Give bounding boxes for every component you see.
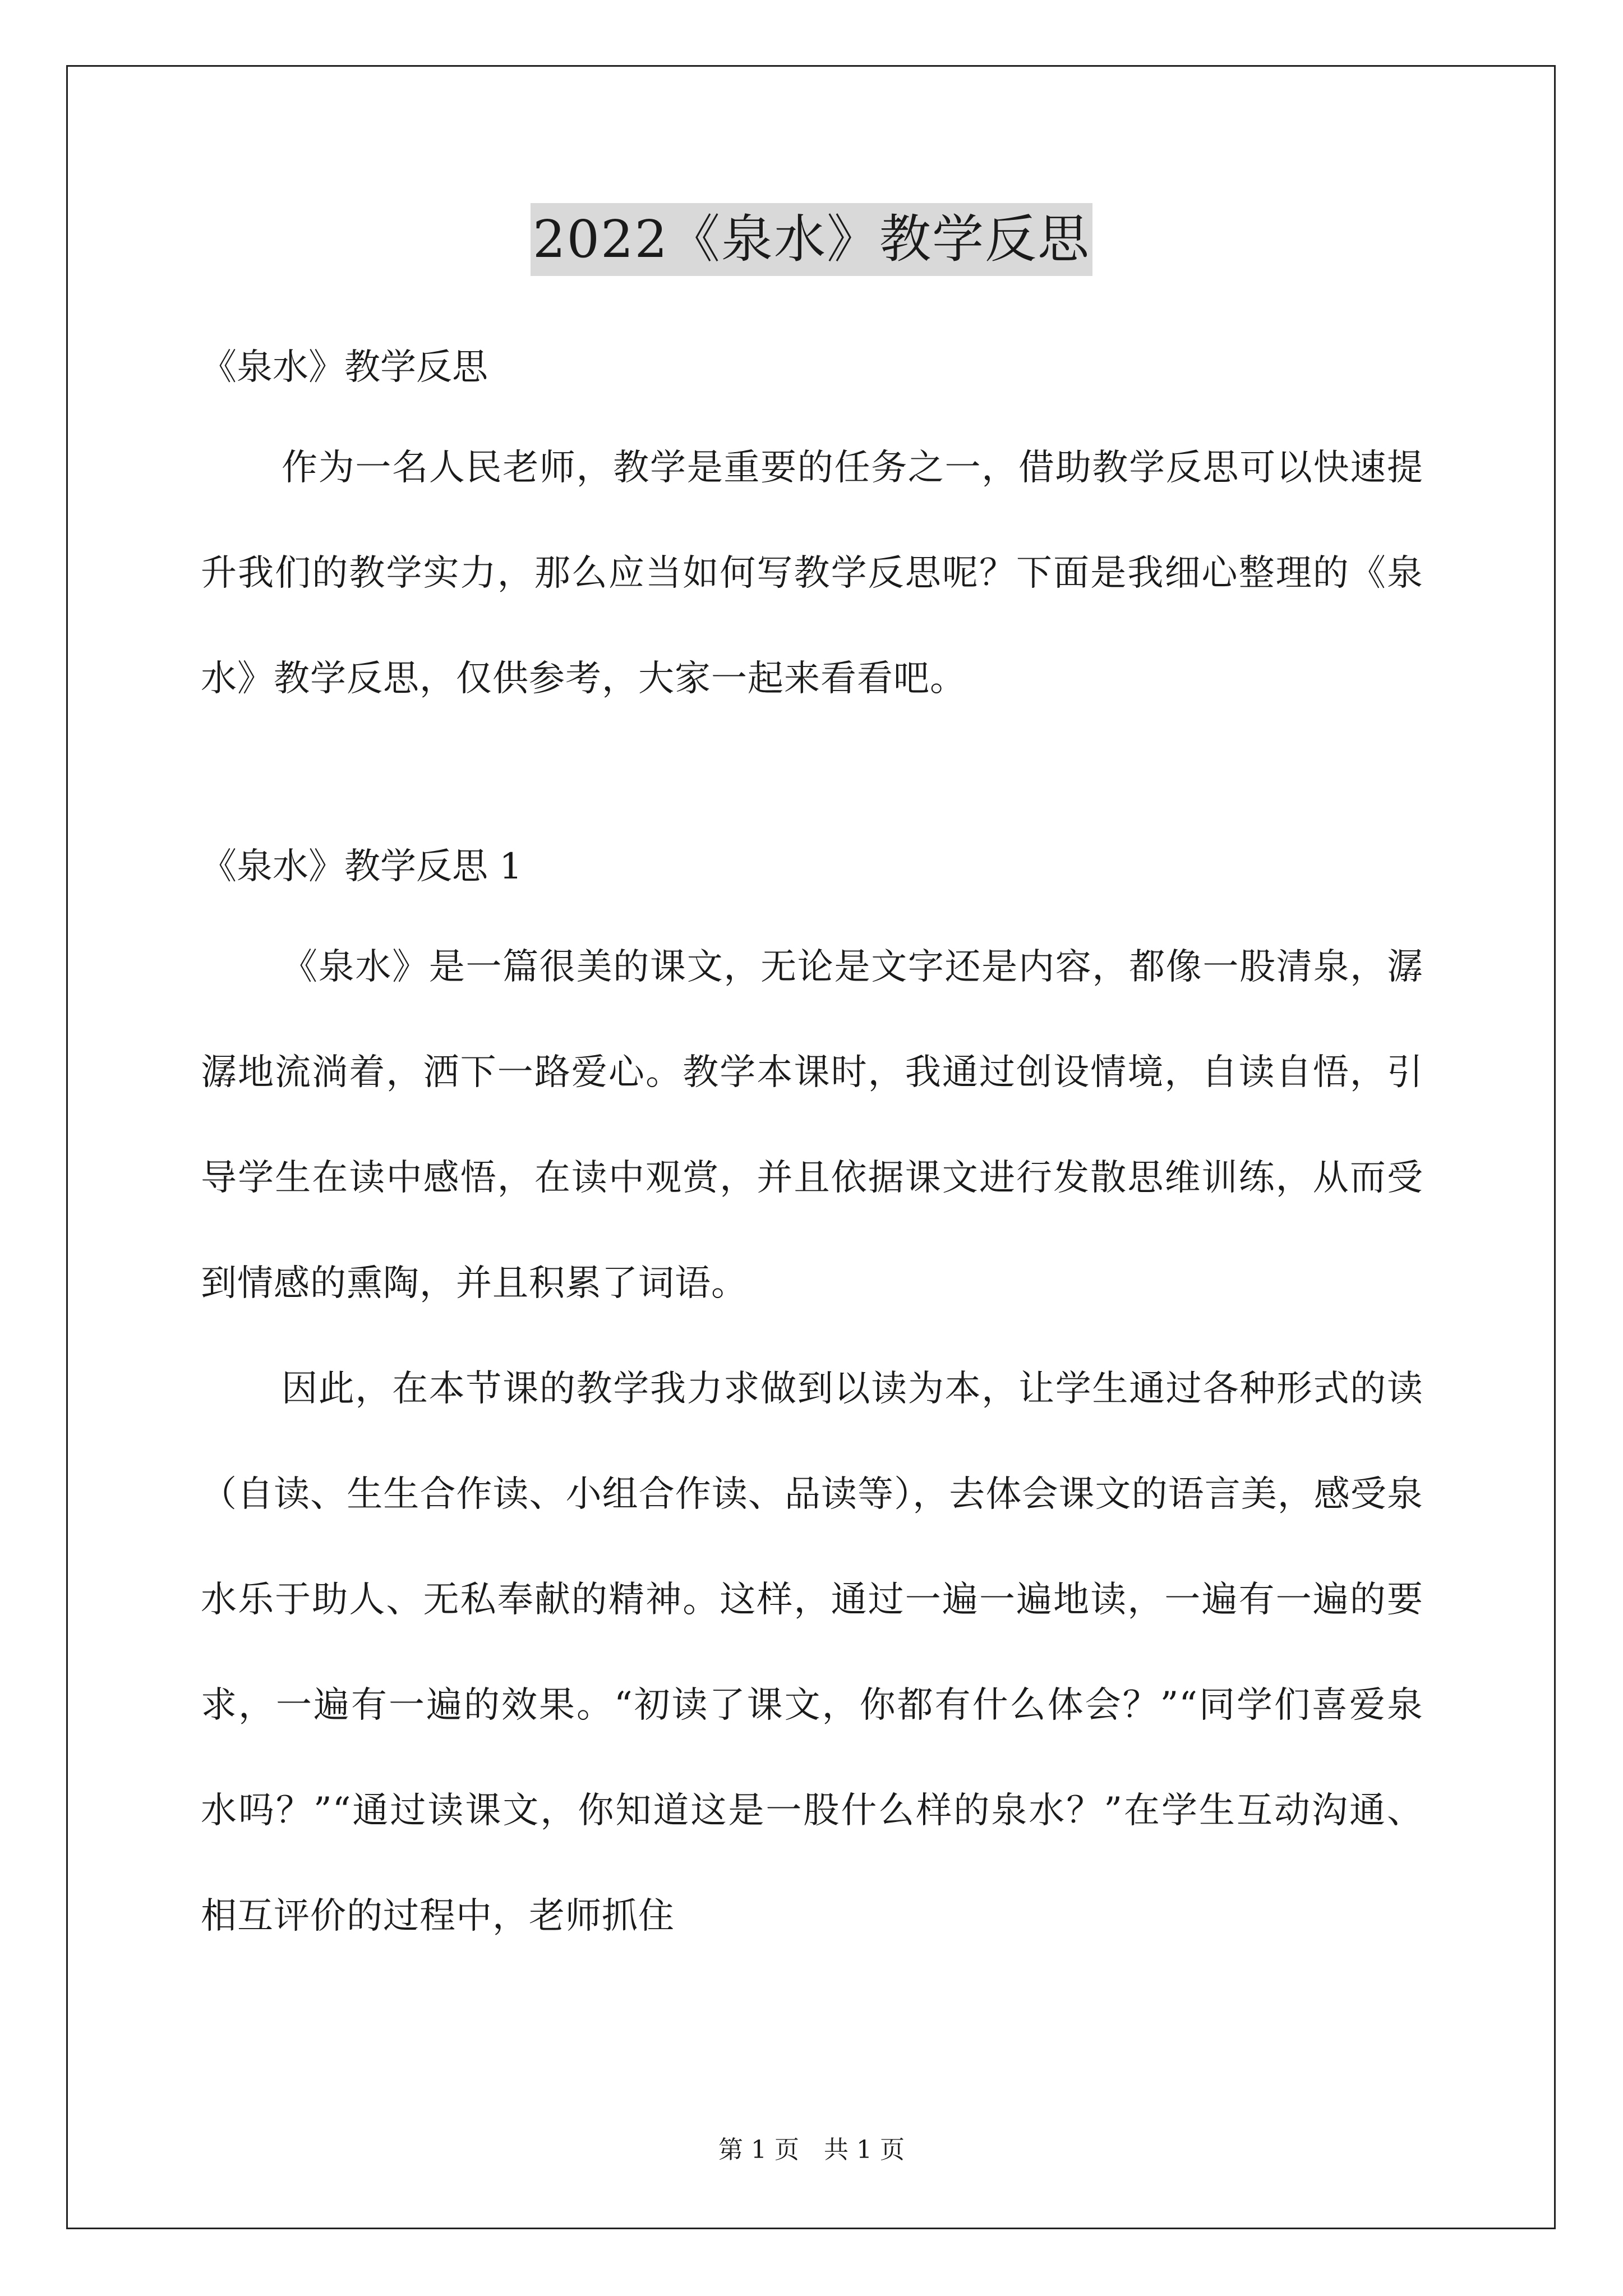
reflection-paragraph-2: 因此，在本节课的教学我力求做到以读为本，让学生通过各种形式的读（自读、生生合作读、小组合作读、品读等），去体会课文的语言美，感受泉水乐于助人、无私奉献的精神。这样，通过一遍一遍地读，一遍有一遍的要求，一遍有一遍的效果。“初读了课文，你都有什么体会？”“同学们喜爱泉水吗？”“通过读课文，你知道这是一股什么样的泉水？”在学生互动沟通、相互评价的过程中，老师抓住: [201, 1368, 1423, 1937]
reflection-paragraph-1: 《泉水》是一篇很美的课文，无论是文字还是内容，都像一股清泉，潺潺地流淌着，洒下一路爱心。教学本课时，我通过创设情境，自读自悟，引导学生在读中感悟，在读中观赏，并且依据课文进行发散思维训练，从而受到情感的熏陶，并且积累了词语。: [201, 946, 1423, 1304]
section-heading-intro: 《泉水》教学反思: [201, 347, 488, 388]
page-footer: 第 1 页 共 1 页: [718, 2136, 905, 2164]
intro-paragraph: 作为一名人民老师，教学是重要的任务之一，借助教学反思可以快速提升我们的教学实力，那么应当如何写教学反思呢？下面是我细心整理的《泉水》教学反思，仅供参考，大家一起来看看吧。: [201, 447, 1423, 700]
document-body: [201, 342, 1423, 1969]
section-heading-reflection-1: 《泉水》教学反思 1: [201, 846, 523, 887]
title-container: [0, 203, 1623, 276]
document-title: 2022《泉水》教学反思: [531, 203, 1092, 276]
